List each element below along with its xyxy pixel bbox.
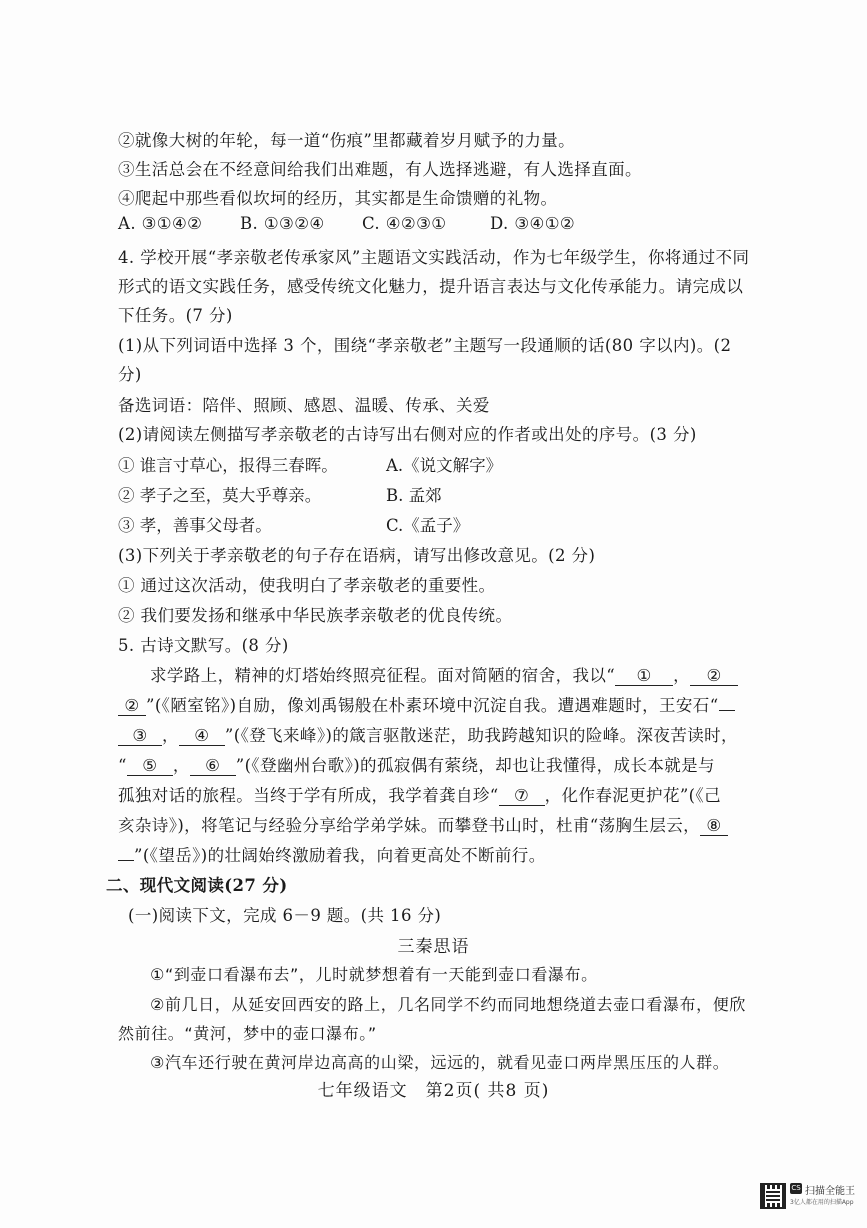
- blank-8-cont[interactable]: [118, 860, 134, 861]
- q5-text: ”(《望岳》)的壮阔始终激励着我，向着更高处不断前行。: [134, 846, 546, 865]
- q4-part3-sentence2: ② 我们要发扬和继承中华民族孝亲敬老的优良传统。: [118, 606, 513, 625]
- sentence-2: ②就像大树的年轮，每一道“伤痕”里都藏着岁月赋予的力量。: [118, 131, 576, 150]
- blank-3[interactable]: ③: [118, 727, 162, 746]
- option-d: D. ③④①②: [490, 214, 576, 233]
- article-para-2-line1: ②前几日，从延安回西安的路上，几名同学不约而同地想绕道去壶口看瀑布，便欣: [150, 995, 746, 1014]
- scanner-sub: 3亿人都在用的扫描App: [790, 1199, 854, 1206]
- q4-part1-line1: (1)从下列词语中选择 3 个，围绕“孝亲敬老”主题写一段通顺的话(80 字以内)。(2: [118, 336, 732, 355]
- q5-text: ”(《陋室铭》)自励，像刘禹锡般在朴素环境中沉淀自我。遭遇难题时，王安石“: [146, 696, 719, 715]
- q5-line1: [150, 662, 738, 686]
- q5-line3: [118, 722, 738, 746]
- article-para-3: ③汽车还行驶在黄河岸边高高的山梁，远远的，就看见壶口两岸黑压压的人群。: [150, 1053, 730, 1072]
- option-c: C. ④②③①: [362, 214, 447, 233]
- blank-4[interactable]: ④: [179, 727, 225, 746]
- sentence-3: ③生活总会在不经意间给我们出难题，有人选择逃避，有人选择直面。: [118, 160, 642, 179]
- q5-line2: [118, 692, 735, 716]
- q4-stem-line2: 形式的语文实践任务，感受传统文化魅力，提升语言表达与文化传承能力。请完成以: [118, 277, 744, 296]
- article-para-1: ①“到壶口看瀑布去”，儿时就梦想着有一天能到壶口看瀑布。: [150, 965, 598, 984]
- q5-text: 求学路上，精神的灯塔始终照亮征程。面对简陋的宿舍，我以“: [150, 666, 616, 685]
- scanner-watermark: [760, 1179, 860, 1219]
- q4-stem-line1: 4. 学校开展“孝亲敬老传承家风”主题语文实践活动，作为七年级学生，你将通过不同: [118, 248, 750, 267]
- scanner-name: 扫描全能王: [805, 1186, 855, 1197]
- match-left-3: ③ 孝，善事父母者。: [118, 516, 272, 535]
- word-bank: 备选词语：陪伴、照顾、感恩、温暖、传承、关爱: [118, 396, 490, 415]
- blank-8[interactable]: ⑧: [700, 817, 728, 836]
- q5-line5: [118, 782, 721, 806]
- q4-part2: (2)请阅读左侧描写孝亲敬老的古诗写出右侧对应的作者或出处的序号。(3 分): [118, 425, 697, 444]
- q5-separator: ，: [172, 756, 190, 775]
- q5-text: “: [118, 756, 127, 775]
- cs-logo-icon: CS: [791, 1184, 801, 1192]
- q5-line7: [118, 842, 546, 866]
- article-title: 三秦思语: [397, 937, 470, 957]
- page-footer: 七年级语文 第2页( 共8 页): [317, 1081, 550, 1101]
- q5-text: 亥杂诗》)，将笔记与经验分享给学弟学妹。而攀登书山时，杜甫“荡胸生层云，: [118, 816, 701, 835]
- blank-5[interactable]: ⑤: [127, 757, 173, 776]
- blank-6[interactable]: ⑥: [190, 757, 236, 776]
- blank-7[interactable]: ⑦: [499, 787, 545, 806]
- match-left-1: ① 谁言寸草心，报得三春晖。: [118, 456, 338, 475]
- section-2-subtitle: (一)阅读下文，完成 6－9 题。(共 16 分): [128, 906, 442, 925]
- option-b: B. ①③②④: [240, 214, 325, 233]
- q5-text: ，化作春泥更护花”(《己: [544, 786, 722, 805]
- q5-title: 5. 古诗文默写。(8 分): [118, 636, 289, 655]
- q5-text: ”(《登飞来峰》)的箴言驱散迷茫，助我跨越知识的险峰。深夜苦读时，: [224, 726, 738, 745]
- q4-part3-sentence1: ① 通过这次活动，使我明白了孝亲敬老的重要性。: [118, 576, 496, 595]
- q4-stem-line3: 下任务。(7 分): [118, 306, 233, 325]
- match-right-c: C.《孟子》: [386, 516, 470, 535]
- match-right-b: B. 孟郊: [386, 486, 442, 505]
- q5-line4: [118, 752, 715, 776]
- blank-3-start[interactable]: [719, 710, 735, 711]
- article-para-2-line2: 然前往。“黄河，梦中的壶口瀑布。”: [118, 1024, 377, 1043]
- q5-separator: ，: [162, 726, 179, 745]
- q5-text: ”(《登幽州台歌》)的孤寂偶有萦绕，却也让我懂得，成长本就是与: [235, 756, 715, 775]
- q5-separator: ，: [673, 666, 691, 685]
- blank-2[interactable]: ②: [690, 667, 738, 686]
- match-right-a: A.《说文解字》: [386, 456, 503, 475]
- q3-options: [118, 214, 575, 233]
- q4-part1-line2: 分): [118, 365, 142, 384]
- q4-part3: (3)下列关于孝亲敬老的句子存在语病，请写出修改意见。(2 分): [118, 546, 596, 565]
- sentence-4: ④爬起中那些看似坎坷的经历，其实都是生命馈赠的礼物。: [118, 189, 558, 208]
- section-2-title: 二、现代文阅读(27 分): [106, 876, 288, 895]
- q5-text: 孤独对话的旅程。当终于学有所成，我学着龚自珍“: [118, 786, 499, 805]
- option-a: A. ③①④②: [118, 214, 203, 233]
- qr-code-icon: [760, 1183, 786, 1209]
- match-left-2: ② 孝子之至，莫大乎尊亲。: [118, 486, 322, 505]
- blank-1[interactable]: ①: [615, 667, 673, 686]
- blank-2-cont[interactable]: ②: [118, 697, 146, 716]
- q5-line6: [118, 812, 728, 836]
